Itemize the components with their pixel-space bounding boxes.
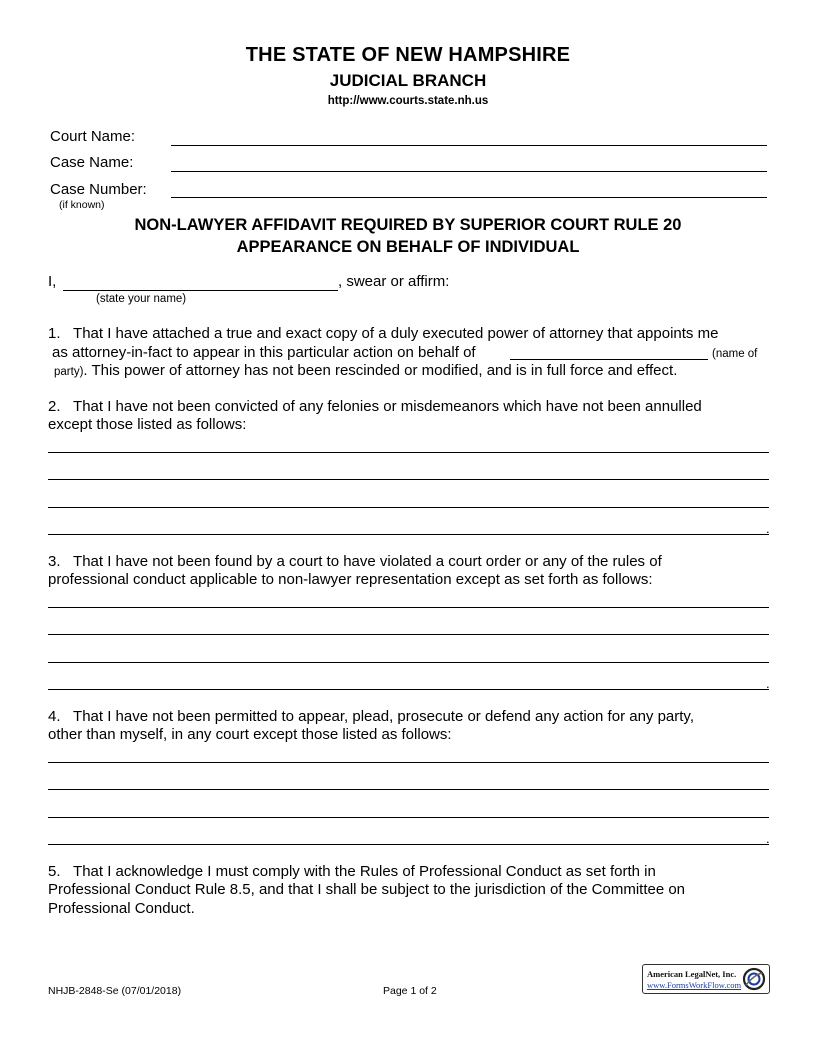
item2-text2: except those listed as follows: [48,416,247,433]
item4-text2: other than myself, in any court except those listed as follows: [48,726,452,743]
item4-answer-line[interactable] [48,762,769,763]
party-hint-a: (name of [712,348,758,360]
oath-suffix: , swear or affirm: [338,273,450,290]
item3-answer-line[interactable] [48,607,769,608]
form-id: NHJB-2848-Se (07/01/2018) [48,985,182,997]
name-field[interactable] [63,290,338,291]
item3-answer-line[interactable] [48,689,769,690]
item3-answer-line[interactable] [48,634,769,635]
item2-number: 2. [48,398,61,415]
item5-text2: Professional Conduct Rule 8.5, and that I shall be subject to the jurisdiction of the Committee on [48,881,686,898]
court-name-label: Court Name: [50,128,136,145]
party-hint-b: party) [54,366,84,378]
branch-title: JUDICIAL BRANCH [329,71,487,90]
item2-answer-line[interactable] [48,479,769,480]
court-name-field[interactable] [171,145,767,146]
party-name-field[interactable] [510,359,708,360]
item5-text3: Professional Conduct. [48,900,195,917]
item2-text1: That I have not been convicted of any felonies or misdemeanors which have not been annulled [73,398,702,415]
item5-number: 5. [48,863,61,880]
vendor-logo[interactable] [642,964,770,994]
item4-line1 [48,708,694,727]
item4-answer-line[interactable] [48,789,769,790]
item2-line1 [48,398,702,417]
oath-prefix: I, [48,273,57,290]
item5-line1 [48,863,656,882]
form-title-line2: APPEARANCE ON BEHALF OF INDIVIDUAL [236,238,580,256]
item2-answer-line[interactable] [48,507,769,508]
case-number-field[interactable] [171,197,767,198]
period-mark: . [766,521,770,536]
item2-answer-line[interactable] [48,534,769,535]
item3-number: 3. [48,553,61,570]
item1-text3: . This power of attorney has not been rescinded or modified, and is in full force and effect. [83,362,678,379]
item1-line3 [54,362,677,382]
item5-text1: That I acknowledge I must comply with the Rules of Professional Conduct as set forth in [73,863,656,880]
item1-number: 1. [48,325,61,342]
item1-line1 [48,325,718,344]
court-url: http://www.courts.state.nh.us [327,95,489,107]
period-mark: . [766,831,770,846]
item2-answer-line[interactable] [48,452,769,453]
logo-company: American LegalNet, Inc. [647,969,737,979]
if-known-note: (if known) [59,199,105,211]
case-name-label: Case Name: [50,154,134,171]
name-hint: (state your name) [96,293,187,305]
case-name-field[interactable] [171,171,767,172]
period-mark: . [766,676,770,691]
item3-answer-line[interactable] [48,662,769,663]
item4-text1: That I have not been permitted to appear, plead, prosecute or defend any action for any party, [73,708,694,725]
item3-text1: That I have not been found by a court to have violated a court order or any of the rules of [73,553,662,570]
item1-text1: That I have attached a true and exact copy of a duly executed power of attorney that appoints me [73,325,719,342]
item4-answer-line[interactable] [48,817,769,818]
item1-text2: as attorney-in-fact to appear in this particular action on behalf of [52,344,476,361]
logo-swirl-icon [742,967,766,991]
state-title: THE STATE OF NEW HAMPSHIRE [245,44,571,66]
item1-line2 [52,344,476,363]
case-number-label: Case Number: [50,181,147,198]
logo-website[interactable]: www.FormsWorkFlow.com [647,980,742,990]
page-number: Page 1 of 2 [383,985,437,997]
form-title-line1: NON-LAWYER AFFIDAVIT REQUIRED BY SUPERIOR COURT RULE 20 [134,216,682,234]
item3-text2: professional conduct applicable to non-lawyer representation except as set forth as follows: [48,571,653,588]
item3-line1 [48,553,662,572]
item4-number: 4. [48,708,61,725]
item4-answer-line[interactable] [48,844,769,845]
